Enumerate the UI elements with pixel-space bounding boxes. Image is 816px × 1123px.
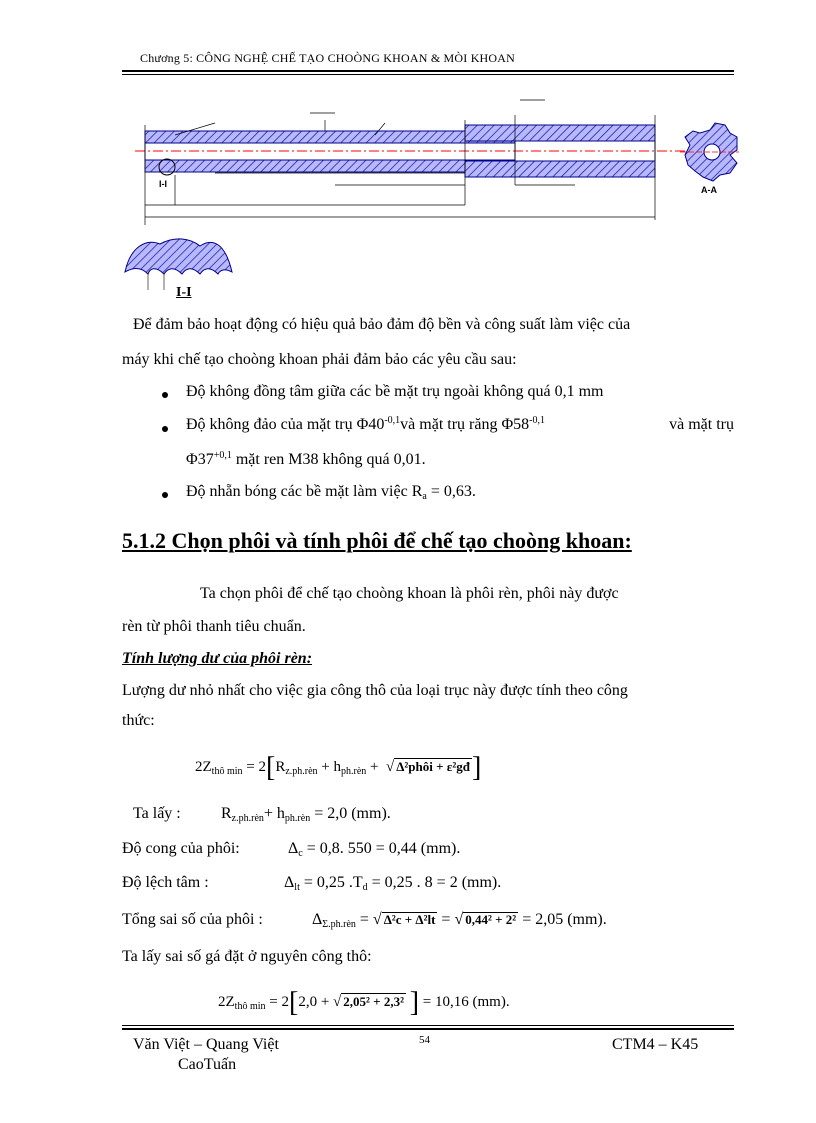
tolerance-2: -0,1 [529,415,546,426]
section-label: A-A [701,185,717,195]
footer-rule-thin [122,1025,734,1026]
bullet-1 [162,392,168,398]
tong-val: = 2,05 (mm). [518,911,607,928]
tolerance-3: +0,1 [213,450,232,461]
footer-rule [122,1028,734,1030]
section-view-gear [680,123,739,181]
bracket-close: ] [471,752,482,783]
talay-r-sub: z.ph.rèn [231,813,264,824]
req3-sub: a [422,491,427,502]
cong-sym: Δ [288,840,299,857]
cong-sub: c [298,848,303,859]
req3-part-a: Độ nhẵn bóng các bề mặt làm việc R [186,483,423,500]
f2-a: 2,0 + [298,994,334,1010]
footer-code: CTM4 – K45 [612,1036,699,1053]
tong-eq2: = [437,911,455,928]
tong-radical-1: Δ²c + Δ²lt [383,912,436,927]
talay-h: + h [263,805,285,822]
f1-plus: + [366,759,379,775]
formula-min-allowance: $2Z_{thô min} = 2[R_{z.ph.rèn} + h_{ph.rèn}$ + √ Δ²phôi + ε²gđ] [195,752,482,783]
para1-line-1: Ta chọn phôi để chế tạo choòng khoan là phôi rèn, phôi này được [200,585,619,602]
talay-r: R [221,805,232,822]
f2-lhs: 2Z [218,994,235,1010]
tong-expr: $\Delta_{\Sigma.ph.rèn}$ = √ Δ²c + Δ²lt = √ 0,44² + 2² = 2,05 (mm). [312,911,607,930]
f1-h-sub: ph.rèn [341,766,367,777]
f1-lhs: 2Z [195,759,212,775]
tolerance-1: -0,1 [384,415,401,426]
talay-val: = 2,0 (mm). [310,805,391,822]
bracket-open: [ [265,752,276,783]
talay-label: Ta lấy : [133,805,181,822]
lech-sub2: d [362,882,368,893]
f2-eq: = 2 [265,994,289,1010]
lech-val: = 0,25 .T [299,874,363,891]
talay-expr [221,805,391,823]
req2-part-c: và mặt trụ [669,416,734,433]
tong-sub: Σ.ph.rèn [322,919,356,930]
cong-line [122,840,461,859]
lech-label: Độ lệch tâm : [122,874,209,891]
req2-part-b: và mặt trụ răng Φ58 [400,416,530,433]
cong-expr [288,840,460,858]
shaft-body [135,125,685,177]
para1-line-2: rèn từ phôi thanh tiêu chuẩn. [122,618,306,635]
section-heading: 5.1.2 Chọn phôi và tính phôi để chế tạo choòng khoan: [122,528,632,553]
gadat-line: Ta lấy sai số gá đặt ở nguyên công thô: [122,948,372,965]
req2-part-a: Độ không đảo của mặt trụ Φ40 [186,416,385,433]
lech-expr [284,874,501,892]
f2-bracket-close: ] [409,987,420,1018]
f1-lhs-sub: thô min [211,766,243,777]
header-rule [122,70,734,72]
f2-bracket-open: [ [288,987,299,1018]
tong-eq: = [355,911,373,928]
tong-sym: Δ [312,911,323,928]
tong-label: Tổng sai số của phôi : [122,911,263,928]
formula-result: $2Z_{thô min} = 2[2,0$ + √ 2,05² + 2,3² ] = 10,16 (mm). [218,987,510,1018]
lech-sym: Δ [284,874,295,891]
cong-val: = 0,8. 550 = 0,44 (mm). [302,840,461,857]
talay-h-sub: ph.rèn [284,813,311,824]
f1-r: R [275,759,286,775]
tong-radical-2: 0,44² + 2² [465,912,517,927]
chapter-header: Chương 5: CÔNG NGHỆ CHẾ TẠO CHOÒNG KHOAN & MÒI KHOAN [140,51,516,65]
footer-authors-2: CaoTuấn [178,1056,237,1073]
requirement-2 [186,416,734,434]
talay-line [133,805,391,824]
f2-lhs-sub: thô min [234,1001,266,1012]
req2-part-d: Φ37 [186,451,214,468]
detail-label: I-I [176,285,192,300]
f2-radical: 2,05² + 2,3² [343,994,404,1009]
page-number: 54 [419,1034,430,1046]
bullet-3 [162,492,168,498]
header-rule-thin [122,74,734,75]
f1-eq: = 2 [242,759,266,775]
f1-radical: Δ²phôi + ε²gđ [396,759,470,774]
lech-sub: lt [294,882,300,893]
intro-line-1: Để đảm bảo hoạt động có hiệu quả bảo đảm độ bền và công suất làm việc của [133,316,631,333]
req3-part-b: = 0,63. [426,483,476,500]
subheading: Tính lượng dư của phôi rèn: [122,650,313,667]
requirement-1: Độ không đồng tâm giữa các bề mặt trụ ngoài không quá 0,1 mm [186,383,604,400]
lech-val2: = 0,25 . 8 = 2 (mm). [367,874,502,891]
requirement-3 [186,483,476,501]
lech-line [122,874,502,893]
para2-line-1: Lượng dư nhỏ nhất cho việc gia công thô của loại trục này được tính theo công [122,682,628,699]
requirement-2-cont [186,451,426,469]
f1-h: + h [317,759,342,775]
bullet-2 [162,426,168,432]
intro-line-2: máy khi chế tạo choòng khoan phải đảm bảo các yêu cầu sau: [122,351,517,368]
cong-label: Độ cong của phôi: [122,840,240,857]
detail-marker: I-I [159,179,167,189]
footer-authors-1: Văn Việt – Quang Việt [133,1036,279,1053]
para2-line-2: thức: [122,712,155,729]
f1-r-sub: z.ph.rèn [285,766,318,777]
f2-val: = 10,16 (mm). [419,994,510,1010]
req2-part-e: mặt ren M38 không quá 0,01. [231,451,426,468]
